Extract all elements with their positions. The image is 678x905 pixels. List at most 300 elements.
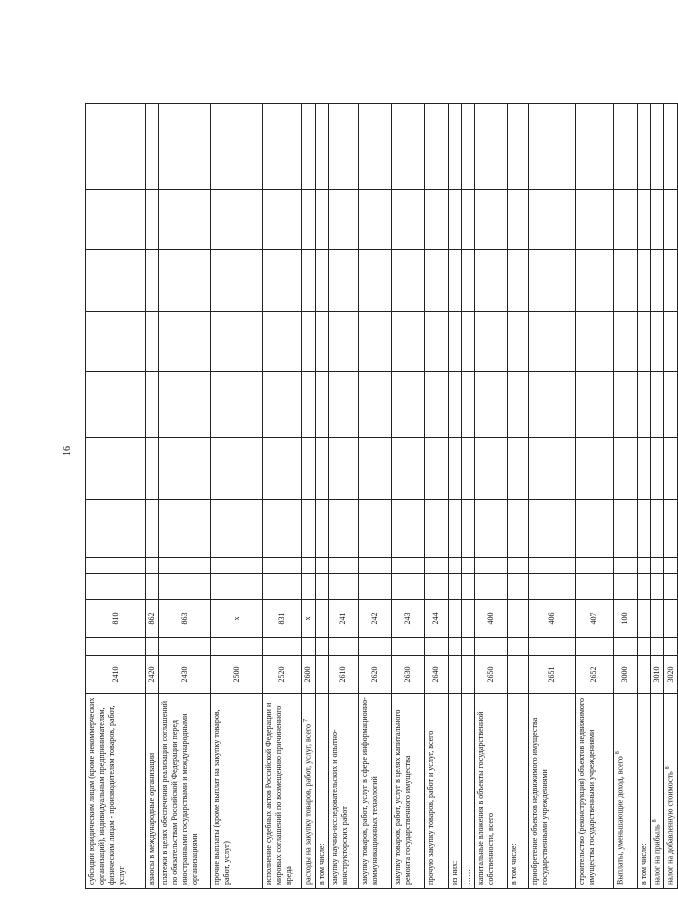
value-cell — [507, 558, 528, 574]
value-cell — [86, 190, 146, 250]
empty-cell — [146, 638, 159, 656]
table-row — [315, 104, 328, 889]
value-cell — [664, 438, 678, 500]
row-name-cell — [613, 694, 637, 889]
value-cell — [461, 190, 474, 250]
empty-cell — [474, 638, 507, 656]
value-cell — [146, 250, 159, 312]
empty-cell — [328, 638, 358, 656]
value-cell — [86, 558, 146, 574]
value-cell — [448, 438, 461, 500]
empty-cell — [86, 638, 146, 656]
row-name: из них: — [449, 860, 459, 885]
row-code-cell — [461, 656, 474, 694]
table-row — [391, 104, 424, 889]
row-code-cell: 2651 — [528, 656, 575, 694]
value-cell — [461, 574, 474, 600]
empty-cell — [159, 638, 211, 656]
row-name: приобретение объектов недвижимого имущества государственными учреждениями — [529, 717, 549, 885]
value-cell — [358, 104, 391, 190]
value-cell — [528, 104, 575, 190]
empty-cell — [575, 638, 613, 656]
value-cell — [211, 250, 263, 312]
value-cell — [86, 372, 146, 438]
value-cell — [637, 104, 650, 190]
row-code-cell — [315, 656, 328, 694]
row-name-cell — [146, 694, 159, 889]
value-cell — [146, 312, 159, 372]
row-code-cell: 2652 — [575, 656, 613, 694]
empty-cell — [528, 638, 575, 656]
value-cell — [328, 104, 358, 190]
value-cell — [358, 558, 391, 574]
value-cell — [461, 438, 474, 500]
value-cell — [650, 438, 664, 500]
row-code-cell: 2500 — [211, 656, 263, 694]
empty-cell — [461, 638, 474, 656]
row-name: капитальные вложения в объекты государственной собственности, всего — [475, 711, 495, 885]
value-cell — [424, 438, 448, 500]
value-cell — [650, 372, 664, 438]
table-row — [613, 104, 637, 889]
kosgu-code-cell: 241 — [328, 600, 358, 638]
value-cell — [650, 500, 664, 558]
row-name: в том числе: — [508, 843, 518, 885]
value-cell — [315, 500, 328, 558]
value-cell — [315, 312, 328, 372]
value-cell — [474, 250, 507, 312]
row-name: платежи в целях обеспечения реализации соглашений по обязательствам Российской Федерации перед иностранными государствами и международными организациями — [160, 700, 199, 885]
row-name-cell — [358, 694, 391, 889]
value-cell — [650, 312, 664, 372]
value-cell — [507, 250, 528, 312]
value-cell — [263, 190, 302, 250]
value-cell — [358, 372, 391, 438]
value-cell — [528, 574, 575, 600]
kosgu-code-cell: 862 — [146, 600, 159, 638]
table-row — [146, 104, 159, 889]
value-cell — [302, 372, 316, 438]
value-cell — [424, 558, 448, 574]
value-cell — [424, 312, 448, 372]
row-code-cell: 2650 — [474, 656, 507, 694]
kosgu-code-cell: 810 — [86, 600, 146, 638]
value-cell — [146, 372, 159, 438]
value-cell — [664, 500, 678, 558]
value-cell — [315, 104, 328, 190]
value-cell — [263, 438, 302, 500]
row-name-cell — [159, 694, 211, 889]
value-cell — [424, 574, 448, 600]
value-cell — [302, 250, 316, 312]
page-number: 16 — [62, 446, 73, 456]
row-code-cell: 2420 — [146, 656, 159, 694]
table-row — [461, 104, 474, 889]
value-cell — [650, 558, 664, 574]
kosgu-code-cell — [650, 600, 664, 638]
value-cell — [507, 574, 528, 600]
value-cell — [315, 190, 328, 250]
value-cell — [159, 574, 211, 600]
value-cell — [664, 558, 678, 574]
value-cell — [302, 104, 316, 190]
table-container — [85, 104, 675, 889]
row-name: налог на добавленную стоимость — [665, 771, 675, 885]
value-cell — [575, 312, 613, 372]
value-cell — [263, 312, 302, 372]
value-cell — [461, 372, 474, 438]
row-code-cell: 2430 — [159, 656, 211, 694]
row-name: прочую закупку товаров, работ и услуг, всего — [425, 730, 435, 885]
value-cell — [448, 500, 461, 558]
row-code-cell: 2630 — [391, 656, 424, 694]
row-name-cell — [302, 694, 316, 889]
table-row — [358, 104, 391, 889]
value-cell — [650, 574, 664, 600]
value-cell — [86, 500, 146, 558]
kosgu-code-cell: 400 — [474, 600, 507, 638]
empty-cell — [507, 638, 528, 656]
value-cell — [211, 312, 263, 372]
rotated-sheet — [85, 104, 675, 889]
value-cell — [159, 312, 211, 372]
value-cell — [575, 190, 613, 250]
value-cell — [263, 250, 302, 312]
value-cell — [315, 438, 328, 500]
row-name-cell — [328, 694, 358, 889]
empty-cell — [448, 638, 461, 656]
value-cell — [637, 372, 650, 438]
value-cell — [315, 574, 328, 600]
row-name-cell — [507, 694, 528, 889]
value-cell — [664, 250, 678, 312]
value-cell — [528, 438, 575, 500]
value-cell — [528, 250, 575, 312]
value-cell — [528, 372, 575, 438]
expenses-table — [85, 103, 678, 889]
value-cell — [507, 190, 528, 250]
row-name: …… — [462, 869, 472, 885]
value-cell — [650, 250, 664, 312]
value-cell — [211, 500, 263, 558]
value-cell — [650, 104, 664, 190]
table-row — [664, 104, 678, 889]
row-code-cell — [448, 656, 461, 694]
value-cell — [302, 312, 316, 372]
value-cell — [211, 558, 263, 574]
value-cell — [358, 438, 391, 500]
value-cell — [528, 190, 575, 250]
value-cell — [146, 558, 159, 574]
value-cell — [448, 574, 461, 600]
value-cell — [159, 558, 211, 574]
empty-cell — [650, 638, 664, 656]
footnote-ref: 7 — [303, 718, 309, 722]
value-cell — [650, 190, 664, 250]
value-cell — [315, 250, 328, 312]
kosgu-code-cell — [637, 600, 650, 638]
row-name: субсидии юридическим лицам (кроме некоммерческих организаций), индивидуальным предпринимателям, физическим лицам - производителям товаров, работ, услуг — [87, 697, 126, 885]
value-cell — [391, 558, 424, 574]
value-cell — [302, 558, 316, 574]
value-cell — [159, 438, 211, 500]
value-cell — [86, 438, 146, 500]
value-cell — [637, 190, 650, 250]
row-name-cell — [263, 694, 302, 889]
table-row — [86, 104, 146, 889]
table-row — [637, 104, 650, 889]
value-cell — [474, 558, 507, 574]
table-row — [448, 104, 461, 889]
row-name-cell — [528, 694, 575, 889]
value-cell — [613, 104, 637, 190]
row-code-cell: 2410 — [86, 656, 146, 694]
empty-cell — [358, 638, 391, 656]
value-cell — [328, 372, 358, 438]
value-cell — [328, 190, 358, 250]
value-cell — [159, 500, 211, 558]
empty-cell — [302, 638, 316, 656]
table-row — [211, 104, 263, 889]
footnote-ref: 8 — [665, 766, 672, 770]
value-cell — [448, 372, 461, 438]
value-cell — [159, 250, 211, 312]
value-cell — [664, 104, 678, 190]
empty-cell — [211, 638, 263, 656]
value-cell — [328, 438, 358, 500]
value-cell — [613, 558, 637, 574]
empty-cell — [424, 638, 448, 656]
value-cell — [507, 438, 528, 500]
value-cell — [302, 438, 316, 500]
row-name: расходы на закупку товаров, работ, услуг, всего — [303, 723, 313, 885]
value-cell — [461, 500, 474, 558]
table-row — [328, 104, 358, 889]
value-cell — [448, 104, 461, 190]
value-cell — [315, 558, 328, 574]
value-cell — [424, 372, 448, 438]
row-code-cell: 3020 — [664, 656, 678, 694]
value-cell — [211, 574, 263, 600]
row-name-cell — [575, 694, 613, 889]
value-cell — [507, 500, 528, 558]
value-cell — [328, 558, 358, 574]
row-code-cell: 2640 — [424, 656, 448, 694]
empty-cell — [664, 638, 678, 656]
value-cell — [474, 574, 507, 600]
empty-cell — [315, 638, 328, 656]
value-cell — [474, 104, 507, 190]
empty-cell — [637, 638, 650, 656]
value-cell — [263, 500, 302, 558]
value-cell — [507, 372, 528, 438]
value-cell — [664, 312, 678, 372]
value-cell — [315, 372, 328, 438]
footnote-ref: 8 — [651, 819, 658, 823]
row-name-cell — [315, 694, 328, 889]
row-code-cell: 2600 — [302, 656, 316, 694]
table-row — [474, 104, 507, 889]
value-cell — [146, 104, 159, 190]
value-cell — [211, 438, 263, 500]
table-row — [263, 104, 302, 889]
value-cell — [528, 312, 575, 372]
value-cell — [575, 558, 613, 574]
row-code-cell — [507, 656, 528, 694]
value-cell — [358, 574, 391, 600]
value-cell — [328, 250, 358, 312]
value-cell — [528, 500, 575, 558]
table-row — [575, 104, 613, 889]
value-cell — [391, 250, 424, 312]
value-cell — [146, 190, 159, 250]
empty-cell — [391, 638, 424, 656]
row-name: взносы в международные организации — [147, 752, 156, 885]
value-cell — [358, 190, 391, 250]
value-cell — [448, 558, 461, 574]
value-cell — [302, 190, 316, 250]
row-name-cell — [461, 694, 474, 889]
value-cell — [613, 190, 637, 250]
value-cell — [391, 190, 424, 250]
kosgu-code-cell: 244 — [424, 600, 448, 638]
value-cell — [424, 190, 448, 250]
value-cell — [448, 312, 461, 372]
value-cell — [575, 438, 613, 500]
kosgu-code-cell: 831 — [263, 600, 302, 638]
value-cell — [613, 312, 637, 372]
value-cell — [664, 190, 678, 250]
value-cell — [664, 574, 678, 600]
value-cell — [474, 438, 507, 500]
value-cell — [146, 574, 159, 600]
value-cell — [211, 104, 263, 190]
kosgu-code-cell: 407 — [575, 600, 613, 638]
value-cell — [424, 250, 448, 312]
value-cell — [159, 190, 211, 250]
row-name: строительство (реконструкция) объектов недвижимого имущества государственными учреждениями — [576, 697, 596, 885]
value-cell — [637, 558, 650, 574]
value-cell — [507, 312, 528, 372]
row-code-cell — [637, 656, 650, 694]
value-cell — [159, 372, 211, 438]
row-name-cell — [664, 694, 678, 889]
row-name-cell — [474, 694, 507, 889]
value-cell — [474, 312, 507, 372]
value-cell — [474, 500, 507, 558]
value-cell — [328, 312, 358, 372]
table-row — [159, 104, 211, 889]
value-cell — [448, 250, 461, 312]
kosgu-code-cell — [448, 600, 461, 638]
value-cell — [146, 438, 159, 500]
value-cell — [358, 500, 391, 558]
value-cell — [637, 438, 650, 500]
value-cell — [613, 372, 637, 438]
row-name: прочие выплаты (кроме выплат на закупку товаров, работ, услуг) — [212, 709, 231, 885]
value-cell — [391, 372, 424, 438]
value-cell — [263, 104, 302, 190]
row-name: закупку товаров, работ, услуг в сфере информационно-коммуникационных технологий — [359, 697, 379, 885]
row-name-cell — [391, 694, 424, 889]
value-cell — [507, 104, 528, 190]
value-cell — [637, 312, 650, 372]
value-cell — [263, 558, 302, 574]
value-cell — [391, 500, 424, 558]
value-cell — [528, 558, 575, 574]
kosgu-code-cell — [315, 600, 328, 638]
value-cell — [86, 250, 146, 312]
kosgu-code-cell: 100 — [613, 600, 637, 638]
row-name-cell — [448, 694, 461, 889]
kosgu-code-cell — [664, 600, 678, 638]
value-cell — [211, 190, 263, 250]
value-cell — [448, 190, 461, 250]
value-cell — [391, 574, 424, 600]
value-cell — [391, 438, 424, 500]
row-name: налог на прибыль — [652, 824, 662, 885]
empty-cell — [613, 638, 637, 656]
value-cell — [211, 372, 263, 438]
row-name-cell — [86, 694, 146, 889]
row-code-cell: 2620 — [358, 656, 391, 694]
kosgu-code-cell: 406 — [528, 600, 575, 638]
row-name-cell — [424, 694, 448, 889]
value-cell — [86, 104, 146, 190]
value-cell — [461, 558, 474, 574]
kosgu-code-cell — [507, 600, 528, 638]
value-cell — [575, 104, 613, 190]
value-cell — [575, 250, 613, 312]
value-cell — [575, 500, 613, 558]
value-cell — [391, 104, 424, 190]
value-cell — [146, 500, 159, 558]
value-cell — [358, 312, 391, 372]
value-cell — [474, 372, 507, 438]
row-name: закупку товаров, работ, услуг в целях капитального ремонта государственного имущества — [392, 709, 412, 885]
row-code-cell: 2610 — [328, 656, 358, 694]
value-cell — [575, 574, 613, 600]
value-cell — [637, 250, 650, 312]
value-cell — [328, 574, 358, 600]
row-name-cell — [650, 694, 664, 889]
kosgu-code-cell: х — [211, 600, 263, 638]
table-row — [302, 104, 316, 889]
value-cell — [637, 500, 650, 558]
table-row — [424, 104, 448, 889]
row-name: Выплаты, уменьшающие доход, всего — [615, 756, 625, 885]
value-cell — [424, 104, 448, 190]
value-cell — [328, 500, 358, 558]
value-cell — [391, 312, 424, 372]
value-cell — [302, 574, 316, 600]
row-name: в том числе: — [316, 843, 326, 885]
row-code-cell: 3010 — [650, 656, 664, 694]
value-cell — [474, 190, 507, 250]
kosgu-code-cell: х — [302, 600, 316, 638]
value-cell — [664, 372, 678, 438]
table-row — [650, 104, 664, 889]
value-cell — [159, 104, 211, 190]
table-row — [528, 104, 575, 889]
kosgu-code-cell — [461, 600, 474, 638]
value-cell — [86, 312, 146, 372]
footnote-ref: 8 — [614, 751, 621, 755]
row-name: в том числе: — [638, 843, 648, 885]
row-name: исполнение судебных актов Российской Федерации и мировых соглашений по возмещению причиненного вреда — [264, 702, 293, 885]
value-cell — [613, 574, 637, 600]
row-name: закупку научно-исследовательских и опытно-конструкторских работ — [329, 729, 349, 885]
